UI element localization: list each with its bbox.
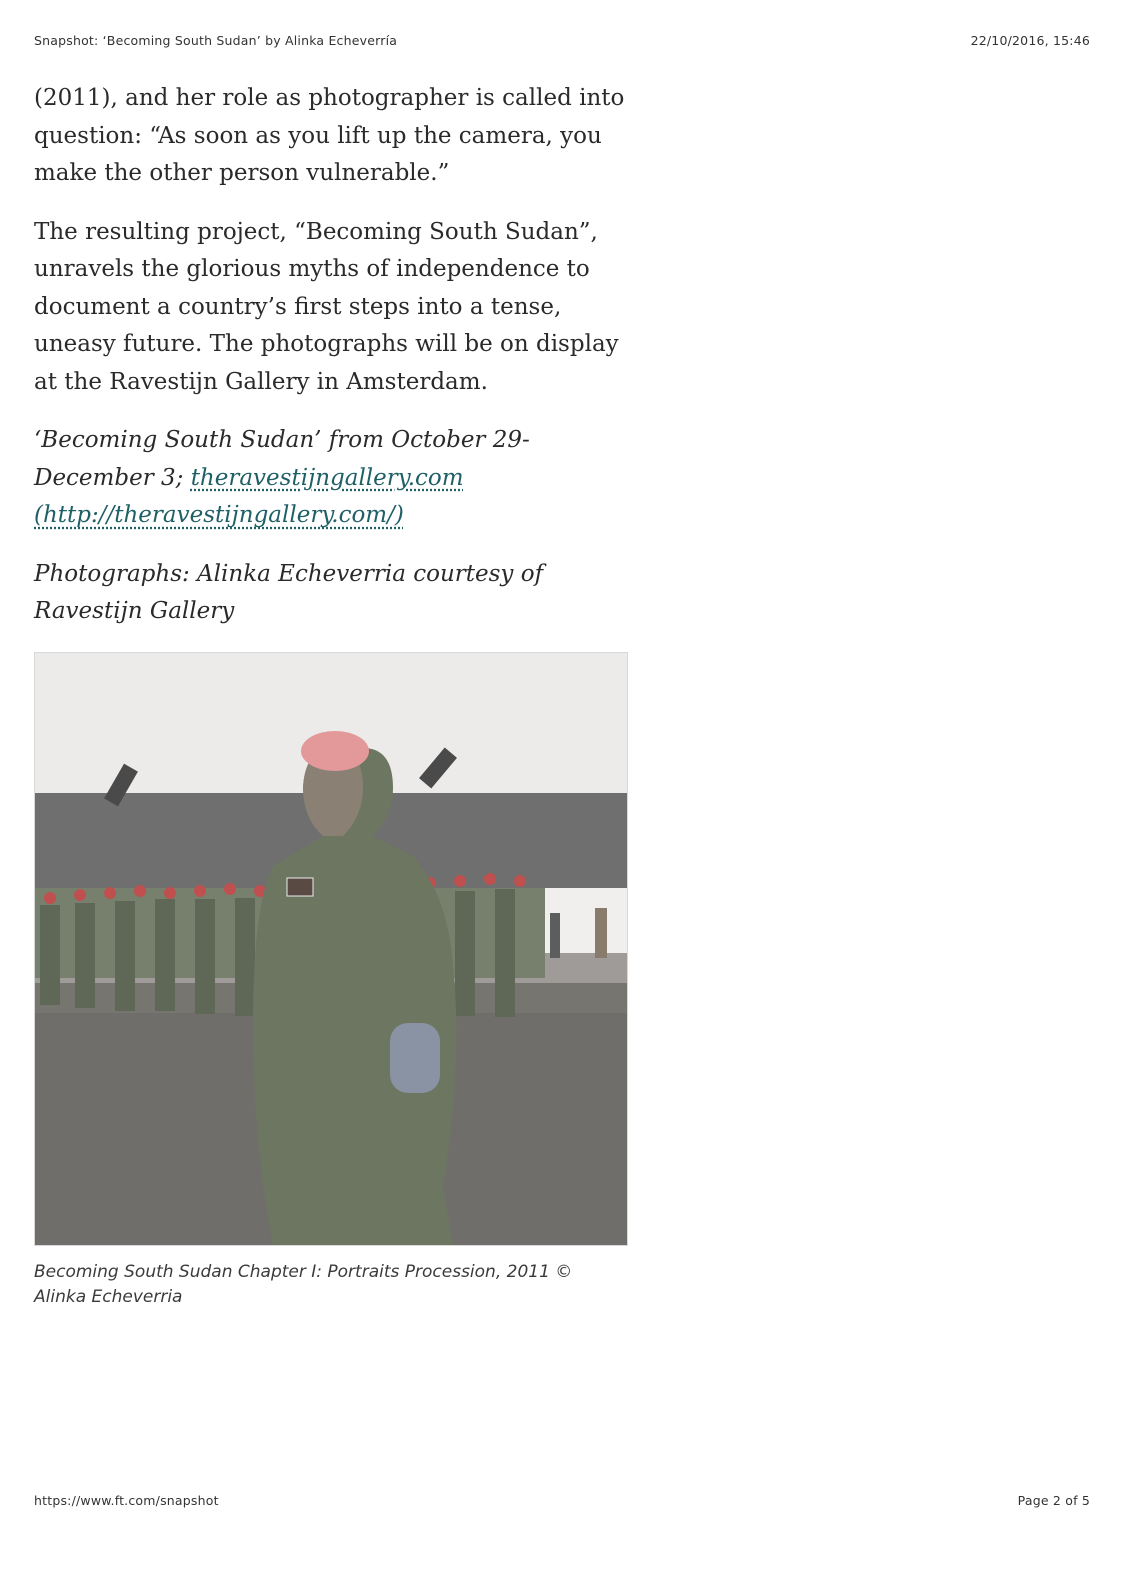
print-footer-url: https://www.ft.com/snapshot bbox=[34, 1493, 219, 1508]
photograph bbox=[34, 652, 628, 1246]
article-paragraph: (2011), and her role as photographer is called into question: “As soon as you lift up the camera, you make the other person vulnerable.” bbox=[34, 85, 625, 186]
photograph-illustration bbox=[35, 653, 627, 1245]
gallery-link[interactable]: theravestijngallery.com (http://theravestijngallery.com/) bbox=[34, 464, 464, 528]
article-paragraph: The resulting project, “Becoming South Sudan”, unravels the glorious myths of independence to document a country’s first steps into a tense, uneasy future. The photographs will be on display at the Ravestijn Gallery in Amsterdam. bbox=[34, 218, 619, 395]
article-body bbox=[34, 80, 644, 652]
print-header-datetime: 22/10/2016, 15:46 bbox=[970, 33, 1090, 48]
exhibition-dates: ‘Becoming South Sudan’ from October 29-December 3; bbox=[34, 427, 530, 491]
exhibition-info bbox=[34, 422, 644, 535]
article-figure bbox=[34, 652, 628, 1310]
figure-caption: Becoming South Sudan Chapter I: Portraits Procession, 2011 © Alinka Echeverria bbox=[34, 1262, 573, 1307]
photo-credit: Photographs: Alinka Echeverria courtesy of Ravestijn Gallery bbox=[34, 560, 544, 624]
print-footer-page-number: Page 2 of 5 bbox=[1017, 1493, 1090, 1508]
print-header-title: Snapshot: ‘Becoming South Sudan’ by Alinka Echeverría bbox=[34, 33, 398, 48]
